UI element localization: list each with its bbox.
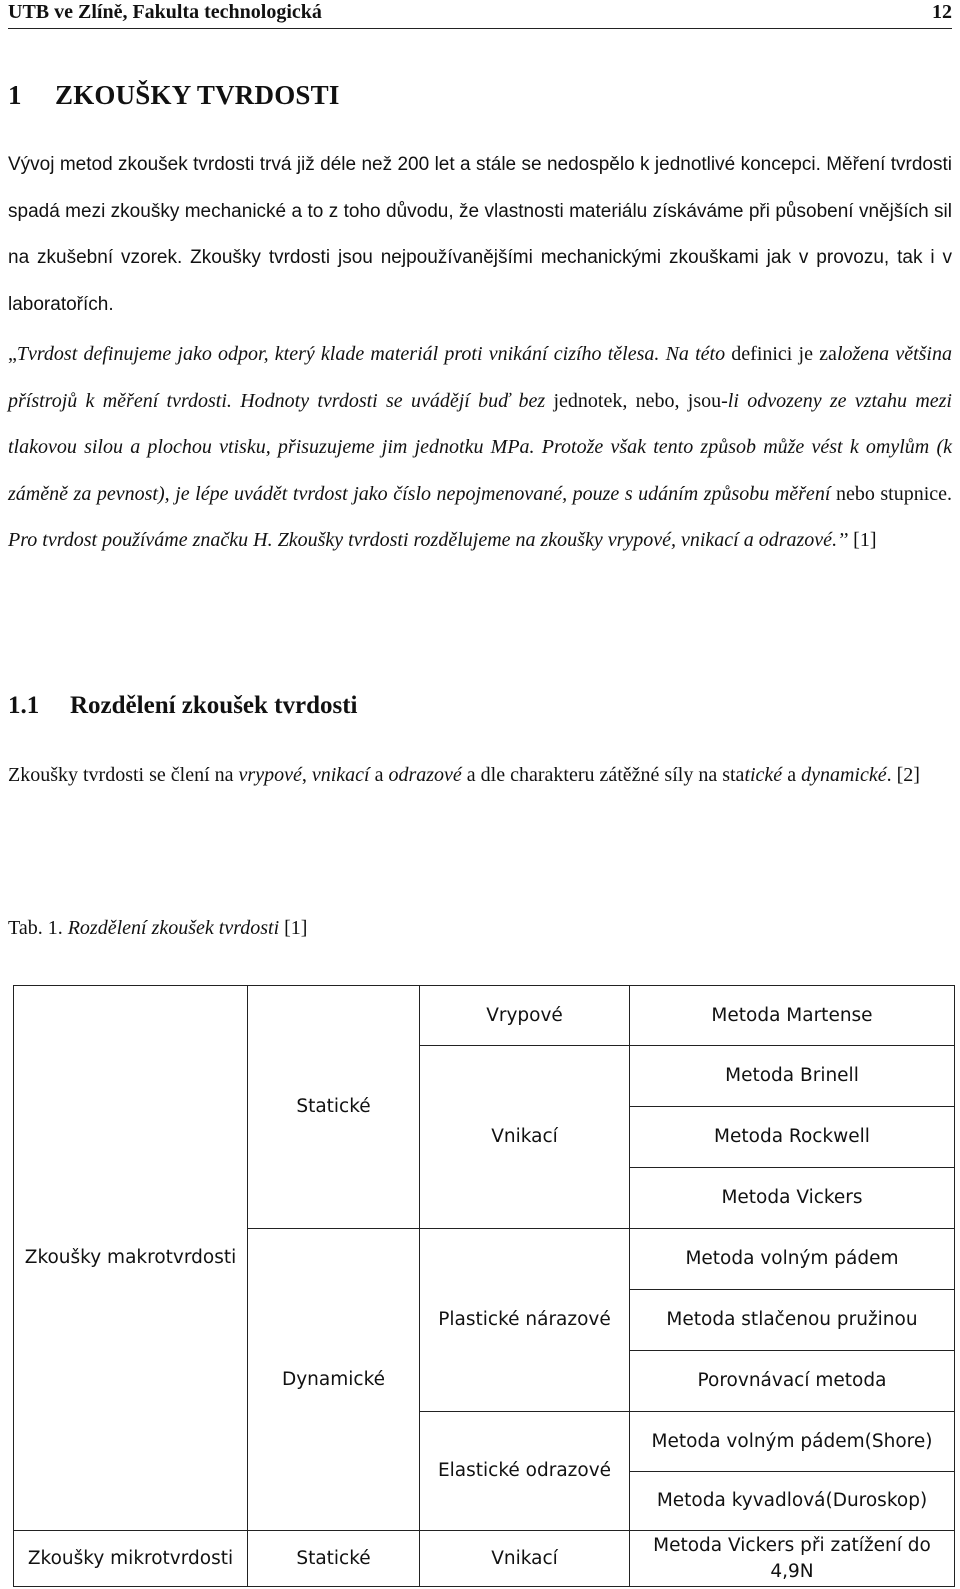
p3-text-1: Zkoušky tvrdosti se člení na bbox=[8, 764, 234, 786]
cell-elastic-rebound: Elastické odrazové bbox=[419, 1411, 630, 1531]
cell-micro: Zkoušky mikrotvrdosti bbox=[13, 1530, 248, 1587]
quote-seg8: Pro tvrdost používáme značku H. Zkoušky tvrdosti rozdělujeme na zkoušky vrypové, vnikací a odrazové. bbox=[8, 529, 838, 552]
page-header bbox=[8, 0, 952, 29]
cell-duroskop: Metoda kyvadlová(Duroskop) bbox=[629, 1471, 955, 1531]
quote-seg3: ložena většina přístrojů k měření tvrdosti. Hodnoty tvrdosti se uvádějí buď bez bbox=[8, 343, 952, 412]
page-number: 12 bbox=[932, 1, 952, 23]
section-number: 1.1 bbox=[8, 692, 40, 719]
caption-ref: [1] bbox=[284, 917, 308, 939]
section-heading bbox=[8, 692, 358, 720]
cell-vrypove: Vrypové bbox=[419, 985, 630, 1046]
caption-title: Rozdělení zkoušek tvrdosti bbox=[67, 917, 280, 939]
header-institution: UTB ve Zlíně, Fakulta technologická bbox=[8, 1, 322, 23]
p3-italic-vnikaci: vnikací bbox=[311, 764, 370, 786]
p3-text-3: a bbox=[374, 764, 384, 786]
definition-quote bbox=[8, 331, 952, 564]
cell-micro-vickers: Metoda Vickers při zatížení do 4,9N bbox=[629, 1530, 955, 1587]
quote-seg5: li odvozeny ze vztahu mezi tlakovou silou a plochou vtisku, přisuzujeme jim jednotku MPa. Protože však tento způsob může vést k omylům (k záměně za pevnost bbox=[8, 389, 952, 505]
quote-close: ’’ bbox=[837, 529, 849, 552]
p3-italic-odrazove: odrazové bbox=[388, 764, 462, 786]
quote-seg7: nebo stupnice. bbox=[835, 482, 953, 505]
quote-seg4: jednotek, nebo, jsou- bbox=[553, 389, 728, 412]
cell-brinell: Metoda Brinell bbox=[629, 1045, 955, 1107]
p3-italic-staticke: tické bbox=[744, 764, 783, 786]
section-title: Rozdělení zkoušek tvrdosti bbox=[70, 692, 358, 719]
caption-prefix: Tab. 1. bbox=[8, 917, 63, 939]
p3-text-6: . [2] bbox=[886, 764, 920, 786]
cell-rockwell: Metoda Rockwell bbox=[629, 1106, 955, 1168]
quote-seg6: ), je lépe uvádět tvrdost jako číslo nepojmenované, pouze s udáním způsobu měření bbox=[157, 482, 831, 505]
cell-dynamic: Dynamické bbox=[247, 1228, 420, 1531]
quote-open: „ bbox=[8, 343, 17, 365]
p3-italic-vrypove: vrypové bbox=[238, 764, 302, 786]
table-caption bbox=[8, 917, 307, 940]
cell-vnikaci: Vnikací bbox=[419, 1045, 630, 1229]
cell-free-fall: Metoda volným pádem bbox=[629, 1228, 955, 1290]
cell-shore: Metoda volným pádem(Shore) bbox=[629, 1411, 955, 1472]
cell-micro-static: Statické bbox=[247, 1530, 420, 1587]
chapter-heading bbox=[8, 80, 340, 111]
cell-spring: Metoda stlačenou pružinou bbox=[629, 1289, 955, 1351]
p3-text-2: , bbox=[301, 764, 307, 786]
chapter-title: ZKOUŠKY TVRDOSTI bbox=[55, 80, 340, 110]
cell-martens: Metoda Martense bbox=[629, 985, 955, 1046]
cell-comparative: Porovnávací metoda bbox=[629, 1350, 955, 1412]
p3-text-5: a bbox=[787, 764, 797, 786]
classification-paragraph bbox=[8, 752, 952, 799]
cell-macro: Zkoušky makrotvrdosti bbox=[13, 985, 248, 1531]
cell-static: Statické bbox=[247, 985, 420, 1229]
cell-plastic-impact: Plastické nárazové bbox=[419, 1228, 630, 1412]
intro-paragraph: Vývoj metod zkoušek tvrdosti trvá již déle než 200 let a stále se nedospělo k jednotlivé koncepci. Měření tvrdosti spadá mezi zkoušky mechanické a to z toho důvodu, že vlastnosti materiálu získáváme při působení vnějších sil na zkušební vzorek. Zkoušky tvrdosti jsou nejpoužívanějšími mechanickými zkouškami jak v provozu, tak i v laboratořích. bbox=[8, 154, 952, 315]
quote-ref: [1] bbox=[853, 529, 877, 552]
quote-seg2: definici je za bbox=[731, 343, 837, 365]
p3-italic-dynamicke: dynamické bbox=[801, 764, 887, 786]
cell-micro-vnikaci: Vnikací bbox=[419, 1530, 630, 1587]
p3-text-4: a dle charakteru zátěžné síly na sta bbox=[466, 764, 745, 786]
chapter-number: 1 bbox=[8, 80, 22, 110]
cell-vickers: Metoda Vickers bbox=[629, 1167, 955, 1229]
quote-seg1: Tvrdost definujeme jako odpor, který klade materiál proti vnikání cizího tělesa. Na této bbox=[16, 343, 726, 365]
